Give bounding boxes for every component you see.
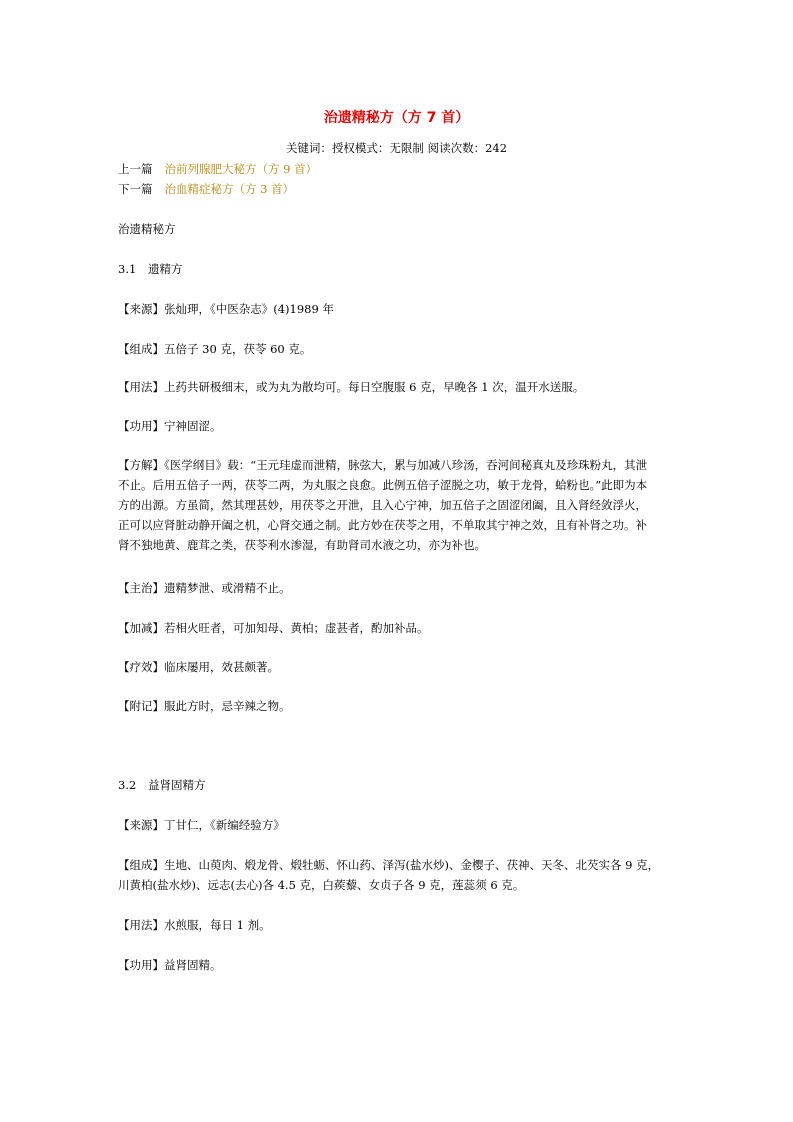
- keywords-label: 关键词：: [285, 141, 332, 155]
- composition-line: 【组成】五倍子 30 克，茯苓 60 克。: [118, 342, 312, 356]
- explanation-paragraph: [118, 455, 678, 555]
- section-name: 遗精方: [148, 262, 183, 276]
- composition-line: 【组成】生地、山萸肉、煅龙骨、煅牡蛎、怀山药、泽泻(盐水炒)、金樱子、茯神、天冬、北芡实各 9 克，: [118, 858, 660, 872]
- modification-line: 【加减】若相火旺者，可加知母、黄柏；虚甚者，酌加补品。: [118, 621, 429, 635]
- section-number: 3.1: [118, 262, 137, 276]
- prev-article-link[interactable]: 治前列腺肥大秘方（方 9 首）: [164, 162, 318, 176]
- source-line: 【来源】张灿玾，《中医杂志》(4)1989 年: [118, 302, 334, 316]
- source-line: 【来源】丁甘仁，《新编经验方》: [118, 818, 285, 832]
- prev-article-nav: [118, 161, 317, 177]
- license-label: 授权模式：无限制: [331, 141, 424, 155]
- function-line: 【功用】宁神固涩。: [118, 419, 222, 433]
- composition-line: 川黄柏(盐水炒)、远志(去心)各 4.5 克，白蒺藜、女贞子各 9 克，莲蕊须 6 克。: [118, 878, 525, 892]
- reads-label: 阅读次数：: [427, 141, 486, 155]
- note-line: 【附记】服此方时，忌辛辣之物。: [118, 699, 291, 713]
- section-heading: [118, 775, 678, 795]
- section-name: 益肾固精方: [148, 778, 206, 792]
- efficacy-line: 【疗效】临床屡用，效甚颇著。: [118, 660, 279, 674]
- article-meta: [0, 140, 793, 156]
- section-number: 3.2: [118, 778, 137, 792]
- page-title: 治遗精秘方（方 7 首）: [323, 110, 470, 126]
- explanation-line: 不止。后用五倍子一两，茯苓二两，为丸服之良愈。此例五倍子涩脱之功，敏于龙骨，蛤粉也。”此即为本: [118, 478, 648, 492]
- next-label: 下一篇: [118, 182, 153, 196]
- section-heading: [118, 259, 678, 279]
- composition-paragraph: [118, 855, 678, 895]
- usage-line: 【用法】上药共研极细末，或为丸为散均可。每日空腹服 6 克，早晚各 1 次，温开水送服。: [118, 380, 585, 394]
- next-article-link[interactable]: 治血精症秘方（方 3 首）: [164, 182, 295, 196]
- prev-label: 上一篇: [118, 162, 153, 176]
- explanation-line: 【方解】《医学纲目》载：“王元珪虚而泄精，脉弦大，累与加减八珍汤，吞河间秘真丸及珍珠粉丸，其泄: [118, 458, 648, 472]
- next-article-nav: [118, 181, 294, 197]
- explanation-line: 肾不独地黄、鹿茸之类，茯苓利水渗湿，有助肾司水液之功，亦为补也。: [118, 538, 486, 552]
- article-heading: 治遗精秘方: [118, 222, 176, 236]
- indication-line: 【主治】遗精梦泄、或滑精不止。: [118, 581, 291, 595]
- explanation-line: 方的出源。方虽简，然其理甚妙，用茯苓之开泄，且入心宁神，加五倍子之固涩闭阖，且入肾经敛浮火，: [118, 498, 647, 512]
- reads-count: 242: [485, 141, 508, 155]
- usage-line: 【用法】水煎服，每日 1 剂。: [118, 918, 271, 932]
- explanation-line: 正可以应肾脏动静开阖之机，心肾交通之制。此方妙在茯苓之用，不单取其宁神之效，且有补肾之功。补: [118, 518, 647, 532]
- function-line: 【功用】益肾固精。: [118, 958, 222, 972]
